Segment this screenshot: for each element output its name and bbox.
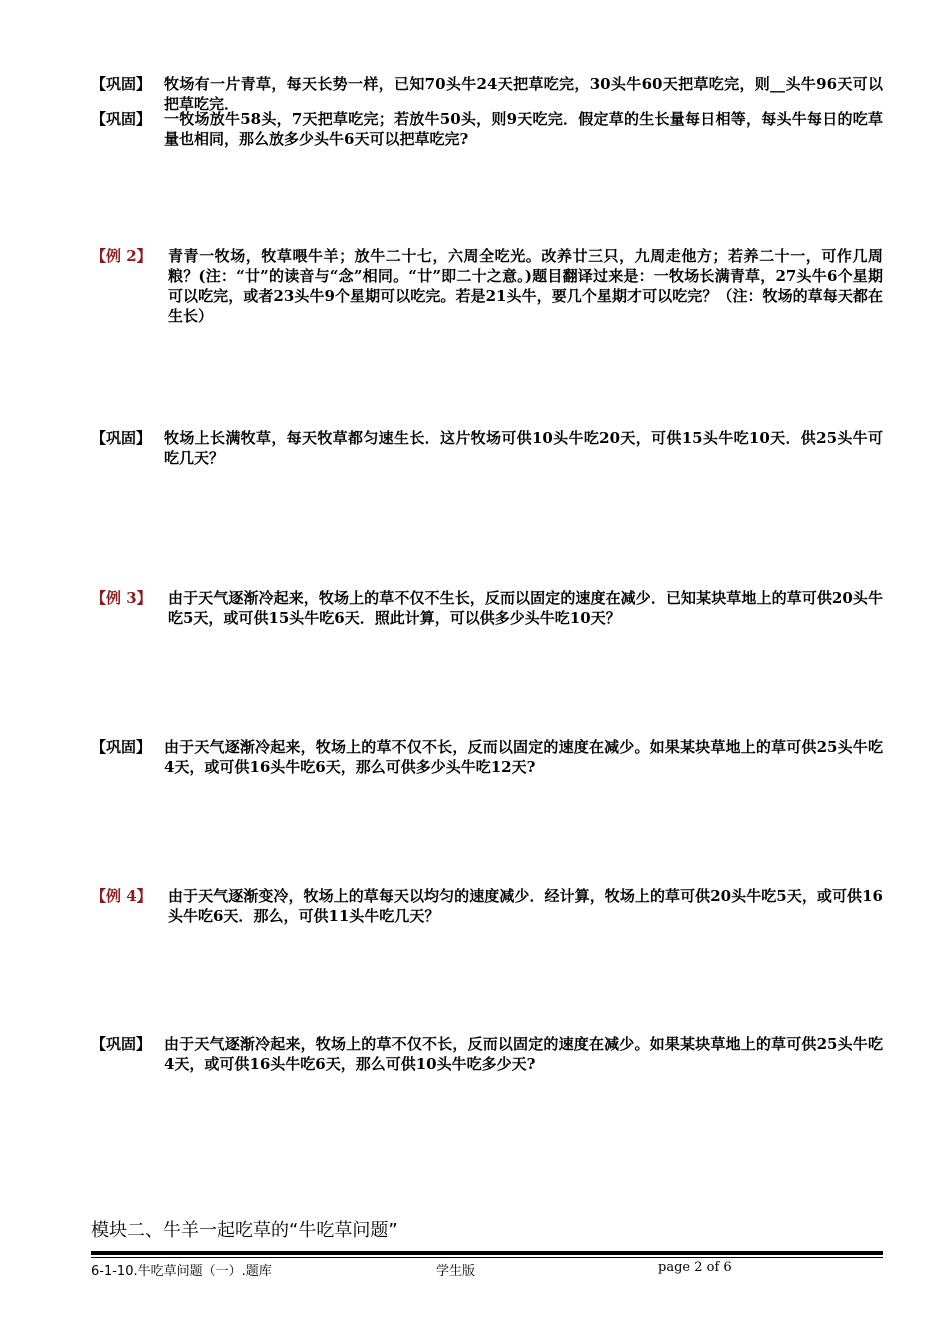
problem-consolidation-1 xyxy=(91,74,883,114)
problem-tag: 【巩固】 xyxy=(91,429,152,447)
example-tag: 【例 2】 xyxy=(91,247,152,265)
problem-text: 由于天气逐渐冷起来，牧场上的草不仅不长，反而以固定的速度在减少。如果某块草地上的草可供25头牛吃4天，或可供16头牛吃6天，那么可供多少头牛吃12天? xyxy=(164,738,883,776)
footer-page-number: page 2 of 6 xyxy=(658,1260,732,1275)
footer-rule-thick xyxy=(91,1251,883,1255)
problem-consolidation-2 xyxy=(91,109,883,149)
example-tag: 【例 3】 xyxy=(91,589,152,607)
example-tag: 【例 4】 xyxy=(91,887,152,905)
problem-tag: 【巩固】 xyxy=(91,110,152,128)
example-2 xyxy=(91,246,883,326)
problem-text: 一牧场放牛58头，7天把草吃完；若放牛50头，则9天吃完．假定草的生长量每日相等，每头牛每日的吃草量也相同，那么放多少头牛6天可以把草吃完? xyxy=(164,110,883,148)
footer-rule-thin xyxy=(91,1257,883,1258)
example-4 xyxy=(91,886,883,926)
problem-text: 牧场有一片青草，每天长势一样，已知70头牛24天把草吃完，30头牛60天把草吃完，则__头牛96天可以把草吃完． xyxy=(164,75,883,113)
problem-text: 青青一牧场，牧草喂牛羊；放牛二十七，六周全吃光。改养廿三只，九周走他方；若养二十一，可作几周粮？(注：“廿”的读音与“念”相同。“廿”即二十之意。)题目翻译过来是：一牧场长满青草，27头牛6个星期可以吃完，或者23头牛9个星期可以吃完。若是21头牛，要几个星期才可以吃完？（注：牧场的草每天都在生长） xyxy=(168,247,883,325)
problem-consolidation-5 xyxy=(91,1034,883,1074)
problem-text: 由于天气逐渐冷起来，牧场上的草不仅不长，反而以固定的速度在减少。如果某块草地上的草可供25头牛吃4天，或可供16头牛吃6天，那么可供10头牛吃多少天? xyxy=(164,1035,883,1073)
problem-text: 由于天气逐渐冷起来，牧场上的草不仅不生长，反而以固定的速度在减少．已知某块草地上的草可供20头牛吃5天，或可供15头牛吃6天．照此计算，可以供多少头牛吃10天？ xyxy=(168,589,883,627)
example-3 xyxy=(91,588,883,628)
footer-doc-name: 6-1-10.牛吃草问题（一）.题库 xyxy=(91,1264,272,1279)
problem-tag: 【巩固】 xyxy=(91,1035,152,1053)
problem-text: 由于天气逐渐变冷，牧场上的草每天以均匀的速度减少．经计算，牧场上的草可供20头牛吃5天，或可供16头牛吃6天．那么，可供11头牛吃几天？ xyxy=(168,887,883,925)
footer-version: 学生版 xyxy=(436,1264,476,1279)
problem-consolidation-4 xyxy=(91,737,883,777)
problem-text: 牧场上长满牧草，每天牧草都匀速生长．这片牧场可供10头牛吃20天，可供15头牛吃10天．供25头牛可吃几天？ xyxy=(164,429,883,467)
problem-tag: 【巩固】 xyxy=(91,75,152,93)
problem-tag: 【巩固】 xyxy=(91,738,152,756)
section-heading: 模块二、牛羊一起吃草的“牛吃草问题” xyxy=(91,1220,398,1241)
problem-consolidation-3 xyxy=(91,428,883,468)
